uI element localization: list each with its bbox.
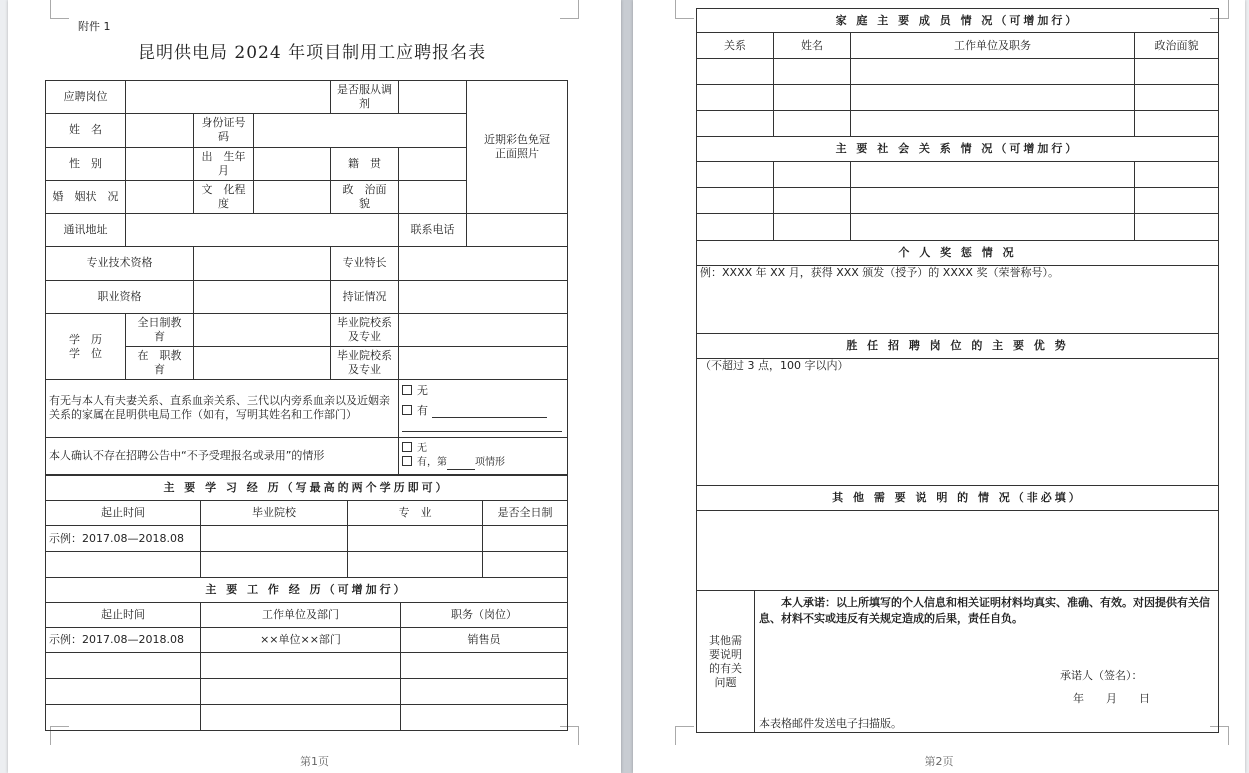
table-cell[interactable]	[851, 85, 1135, 111]
work-example-time[interactable]: 示例：2017.08—2018.08	[46, 628, 201, 653]
confirm-have-option[interactable]: 有，第 项情形	[402, 456, 564, 470]
other-section-title: 其 他 需 要 说 明 的 情 况（非必填）	[697, 486, 1219, 511]
work-header: 工作单位及部门	[201, 603, 401, 628]
table-cell[interactable]	[774, 59, 851, 85]
table-cell[interactable]	[46, 679, 201, 705]
specialty-label: 专业特长	[331, 247, 399, 280]
table-cell[interactable]	[1135, 111, 1219, 137]
table-cell[interactable]	[697, 162, 774, 188]
table-cell[interactable]	[697, 111, 774, 137]
degree-label: 学 历学 位	[46, 313, 126, 380]
table-cell[interactable]	[348, 552, 483, 578]
form-title: 昆明供电局 2024 年项目制用工应聘报名表	[138, 43, 487, 63]
work-example-unit[interactable]: ××单位××部门	[201, 628, 401, 653]
family-section-title: 家 庭 主 要 成 员 情 况（可增加行）	[697, 9, 1219, 33]
tech-quali-label: 专业技术资格	[46, 247, 194, 280]
table-cell[interactable]	[774, 85, 851, 111]
table-cell[interactable]	[201, 679, 401, 705]
relatives-none-option[interactable]: 无	[402, 384, 564, 398]
obey-label: 是否服从调剂	[331, 81, 399, 114]
confirm-none-option[interactable]: 无	[402, 442, 564, 456]
table-cell[interactable]	[401, 653, 568, 679]
advantages-section-title: 胜 任 招 聘 岗 位 的 主 要 优 势	[697, 334, 1219, 359]
table-cell[interactable]	[1135, 85, 1219, 111]
table-cell[interactable]	[851, 111, 1135, 137]
position-field[interactable]	[126, 81, 331, 114]
fulltime-school-field[interactable]	[399, 313, 568, 346]
narrative-table	[696, 240, 1219, 733]
specialty-field[interactable]	[399, 247, 568, 280]
social-section-title: 主 要 社 会 关 系 情 况（可增加行）	[697, 137, 1219, 162]
table-cell[interactable]	[1135, 214, 1219, 241]
pledge-signer[interactable]: 承诺人（签名）：	[1060, 669, 1143, 682]
table-cell[interactable]	[774, 111, 851, 137]
work-header: 职务（岗位）	[401, 603, 568, 628]
job-quali-label: 职业资格	[46, 280, 194, 313]
pledge-cell	[755, 591, 1219, 733]
pledge-date[interactable]: 年 月 日	[1073, 692, 1150, 705]
other-field[interactable]	[697, 511, 1219, 591]
confirm-options	[399, 437, 568, 474]
parttime-school-label: 毕业院校系及专业	[331, 347, 399, 380]
table-cell[interactable]	[851, 214, 1135, 241]
study-header: 毕业院校	[201, 501, 348, 526]
table-cell[interactable]	[774, 188, 851, 214]
education-label: 文 化程 度	[194, 180, 254, 213]
table-cell[interactable]	[46, 705, 201, 731]
study-example-time[interactable]: 示例：2017.08—2018.08	[46, 526, 201, 552]
work-history-table	[45, 577, 568, 731]
id-field[interactable]	[254, 114, 467, 147]
table-cell[interactable]	[348, 526, 483, 552]
confirm-question: 本人确认不存在招聘公告中“不予受理报名或录用”的情形	[46, 437, 399, 474]
page-2	[633, 0, 1245, 773]
obey-field[interactable]	[399, 81, 467, 114]
fulltime-label: 全日制教 育	[126, 313, 194, 346]
table-cell[interactable]	[401, 705, 568, 731]
phone-label: 联系电话	[399, 214, 467, 247]
page-1	[8, 0, 621, 773]
gender-field[interactable]	[126, 147, 194, 180]
application-form-table	[45, 80, 568, 475]
pledge-label: 其他需要说明的有关问题	[697, 591, 755, 733]
id-label: 身份证号 码	[194, 114, 254, 147]
study-header: 是否全日制	[483, 501, 568, 526]
awards-field[interactable]: 例：XXXX 年 XX 月，获得 XXX 颁发（授予）的 XXXX 奖（荣誉称号）。	[697, 266, 1219, 334]
table-cell[interactable]	[1135, 162, 1219, 188]
political-field[interactable]	[399, 180, 467, 213]
education-field[interactable]	[254, 180, 331, 213]
name-label: 姓 名	[46, 114, 126, 147]
birth-label: 出 生年 月	[194, 147, 254, 180]
phone-field[interactable]	[467, 214, 568, 247]
checkbox-icon[interactable]	[402, 442, 412, 452]
birth-field[interactable]	[254, 147, 331, 180]
political-label: 政 治面 貌	[331, 180, 399, 213]
native-label: 籍 贯	[331, 147, 399, 180]
gender-label: 性 别	[46, 147, 126, 180]
annex-label: 附件 1	[78, 20, 111, 33]
family-header: 政治面貌	[1135, 33, 1219, 59]
marital-field[interactable]	[126, 180, 194, 213]
address-label: 通讯地址	[46, 214, 126, 247]
table-cell[interactable]	[483, 526, 568, 552]
family-social-table	[696, 8, 1219, 241]
table-cell[interactable]	[697, 188, 774, 214]
study-header: 专 业	[348, 501, 483, 526]
family-header: 姓名	[774, 33, 851, 59]
study-history-table	[45, 475, 568, 578]
address-field[interactable]	[126, 214, 399, 247]
work-header: 起止时间	[46, 603, 201, 628]
checkbox-icon[interactable]	[402, 385, 412, 395]
table-cell[interactable]	[851, 59, 1135, 85]
checkbox-icon[interactable]	[402, 405, 412, 415]
parttime-field[interactable]	[194, 347, 331, 380]
table-cell[interactable]	[1135, 188, 1219, 214]
native-field[interactable]	[399, 147, 467, 180]
table-cell[interactable]	[201, 526, 348, 552]
photo-box[interactable]: 近期彩色免冠正面照片	[467, 81, 568, 214]
table-cell[interactable]	[851, 188, 1135, 214]
table-cell[interactable]	[697, 214, 774, 241]
checkbox-icon[interactable]	[402, 456, 412, 466]
page-gutter	[621, 0, 633, 773]
table-cell[interactable]	[1135, 59, 1219, 85]
table-cell[interactable]	[46, 653, 201, 679]
page-number: 第2页	[924, 755, 954, 768]
relatives-options	[399, 380, 568, 437]
work-section-title: 主 要 工 作 经 历（可增加行）	[46, 578, 568, 603]
job-quali-field[interactable]	[194, 280, 331, 313]
pledge-text: 本人承诺：以上所填写的个人信息和相关证明材料均真实、准确、有效。对因提供有关信息、材料不实或违反有关规定造成的后果，责任自负。	[759, 596, 1210, 625]
table-cell[interactable]	[201, 552, 348, 578]
name-field[interactable]	[126, 114, 194, 147]
table-cell[interactable]	[201, 653, 401, 679]
parttime-label: 在 职教 育	[126, 347, 194, 380]
family-header: 工作单位及职务	[851, 33, 1135, 59]
relatives-have-option[interactable]: 有	[402, 404, 564, 418]
study-section-title: 主 要 学 习 经 历（写最高的两个学历即可）	[46, 476, 568, 501]
table-cell[interactable]	[851, 162, 1135, 188]
family-header: 关系	[697, 33, 774, 59]
table-cell[interactable]	[401, 679, 568, 705]
parttime-school-field[interactable]	[399, 347, 568, 380]
table-cell[interactable]	[46, 552, 201, 578]
table-cell[interactable]	[697, 59, 774, 85]
relatives-question: 有无与本人有夫妻关系、直系血亲关系、三代以内旁系血亲以及近姻亲关系的家属在昆明供电局工作（如有，写明其姓名和工作部门）	[46, 380, 399, 437]
position-label: 应聘岗位	[46, 81, 126, 114]
fulltime-field[interactable]	[194, 313, 331, 346]
advantages-field[interactable]: （不超过 3 点，100 字以内）	[697, 359, 1219, 486]
table-cell[interactable]	[697, 85, 774, 111]
work-example-role[interactable]: 销售员	[401, 628, 568, 653]
study-header: 起止时间	[46, 501, 201, 526]
page-number: 第1页	[300, 755, 329, 768]
pledge-note: 本表格邮件发送电子扫描版。	[759, 717, 902, 730]
table-cell[interactable]	[483, 552, 568, 578]
awards-section-title: 个 人 奖 惩 情 况	[697, 241, 1219, 266]
table-cell[interactable]	[774, 214, 851, 241]
fulltime-school-label: 毕业院校系及专业	[331, 313, 399, 346]
certs-field[interactable]	[399, 280, 568, 313]
certs-label: 持证情况	[331, 280, 399, 313]
marital-label: 婚 姻状 况	[46, 180, 126, 213]
table-cell[interactable]	[774, 162, 851, 188]
table-cell[interactable]	[201, 705, 401, 731]
tech-quali-field[interactable]	[194, 247, 331, 280]
